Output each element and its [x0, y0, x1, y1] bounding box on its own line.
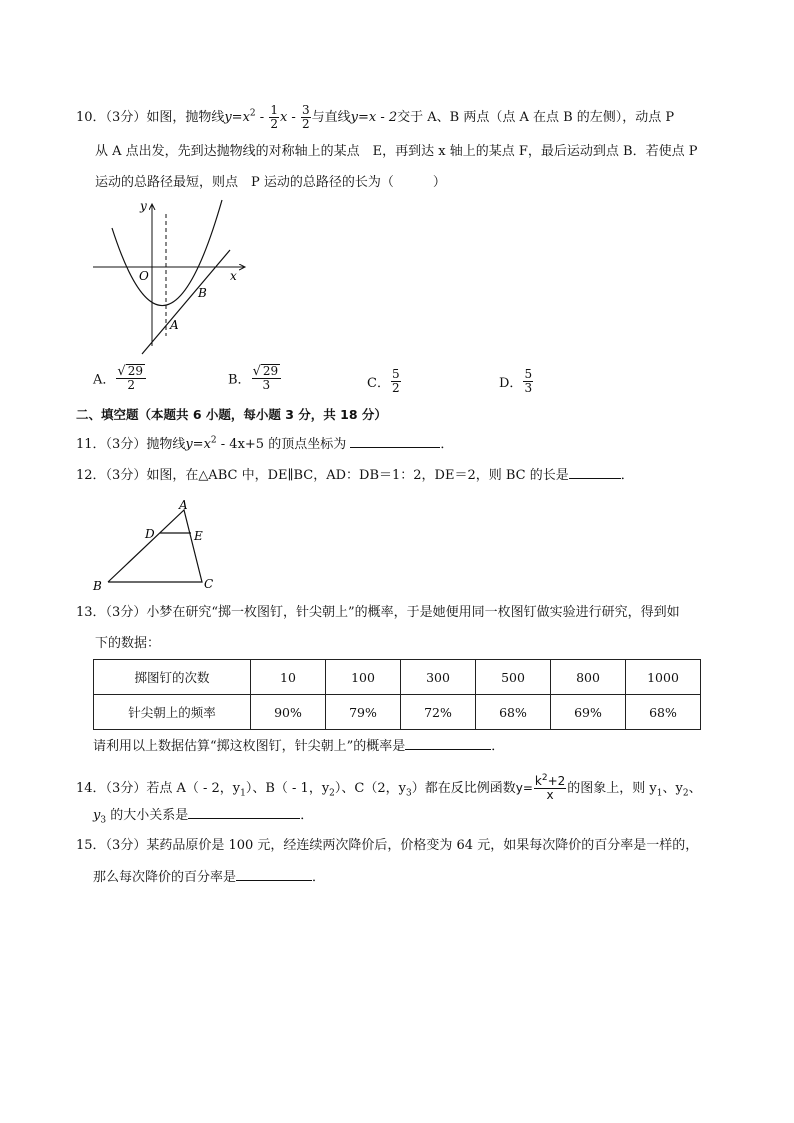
q10-line1: [76, 104, 674, 131]
q14-line2: $y_3$ 的大小关系是 ．: [93, 808, 314, 826]
q10-option-d[interactable]: D． $\frac{5}{3}$: [499, 367, 533, 395]
triangle-abc: [108, 510, 202, 582]
q14-line1: 14．（3分）若点 A（ - 2，$y_1$）、B（ - 1，$y_2$）、C（2，$y_3$）都在反比例函数y= $\frac{k^2+2}{x}$ 的图象上，则 $y_1$、$y_2$、: [76, 773, 702, 802]
q14-fraction: $\frac{k^2+2}{x}$: [534, 773, 566, 802]
q10-rest1: 交于 A、B 两点（点 A 在点 B 的左侧），动点 P: [397, 110, 675, 125]
q15-line2: 那么每次降价的百分率是 ．: [93, 870, 326, 885]
table-row: 针尖朝上的频率 90% 79% 72% 68% 69% 68%: [94, 695, 701, 730]
q11-answer-blank[interactable]: [350, 435, 440, 448]
q10-line-eq: y=x - 2: [350, 110, 398, 125]
q10-frac2: $\frac{3}{2}$: [301, 103, 310, 131]
q15-answer-blank[interactable]: [236, 868, 312, 881]
q10-line3: 运动的总路径最短，则点 P 运动的总路径的长为（ ）: [95, 175, 446, 190]
graph-y-label: y: [140, 199, 147, 213]
q10-option-c[interactable]: C． $\frac{5}{2}$: [367, 367, 400, 395]
q13-line1: 13．（3分）小梦在研究“掷一枚图钉，针尖朝上”的概率，于是她便用同一枚图钉做实验进行研究，得到如: [76, 605, 680, 620]
graph-point-a: A: [170, 318, 179, 332]
fig-point-a: A: [179, 498, 188, 512]
q10-minus1: -: [255, 110, 269, 125]
q10-eq-a: y=x: [224, 110, 250, 125]
q10-mid: 与直线: [311, 110, 351, 125]
q10-sup: 2: [249, 108, 256, 119]
q12-answer-blank[interactable]: [569, 466, 621, 479]
line-graph: [142, 250, 230, 354]
q10-prefix: 10．（3分）如图，抛物线: [76, 110, 225, 125]
section-heading: 二、填空题（本题共 6 小题，每小题 3 分，共 18 分）: [76, 407, 387, 422]
q10-xvar: x: [279, 110, 288, 125]
q10-option-a[interactable]: A． $\frac{√ 29}{2}$: [93, 364, 147, 392]
table-row: 掷图钉的次数 10 100 300 500 800 1000: [94, 660, 701, 695]
fig-point-e: E: [194, 529, 203, 543]
q14-answer-blank[interactable]: [188, 806, 300, 819]
q12: 12．（3分）如图，在△ABC 中，DE∥BC，AD：DB＝1：2，DE＝2，则 BC 的长是 ．: [76, 468, 634, 483]
q13-data-table: [93, 659, 701, 730]
graph-origin-label: O: [139, 269, 149, 283]
q15-line1: 15．（3分）某药品原价是 100 元，经连续两次降价后，价格变为 64 元，如果每次降价的百分率是一样的，: [76, 838, 699, 853]
fig-point-b: B: [93, 579, 102, 593]
q10-minus2: -: [287, 110, 300, 125]
q10-option-b[interactable]: B． $\frac{√ 29}{3}$: [228, 364, 282, 392]
q13-answer-blank[interactable]: [405, 737, 491, 750]
fig-point-d: D: [145, 527, 155, 541]
q10-graph: [90, 196, 260, 361]
graph-point-b: B: [198, 286, 207, 300]
fig-point-c: C: [204, 577, 214, 591]
graph-x-label: x: [230, 269, 237, 283]
q10-frac1: $\frac{1}{2}$: [270, 103, 278, 131]
q10-line2: 从 A 点出发，先到达抛物线的对称轴上的某点 E，再到达 x 轴上的某点 F，最后运动到点 B．若使点 P: [95, 144, 698, 159]
q11: 11．（3分）抛物线$y=x^2 - 4x+5$ 的顶点坐标为 ．: [76, 435, 454, 452]
q13-after: 请利用以上数据估算“掷这枚图钉，针尖朝上”的概率是 ．: [93, 739, 505, 754]
q12-triangle: [88, 496, 223, 594]
q13-line2: 下的数据：: [95, 636, 161, 651]
